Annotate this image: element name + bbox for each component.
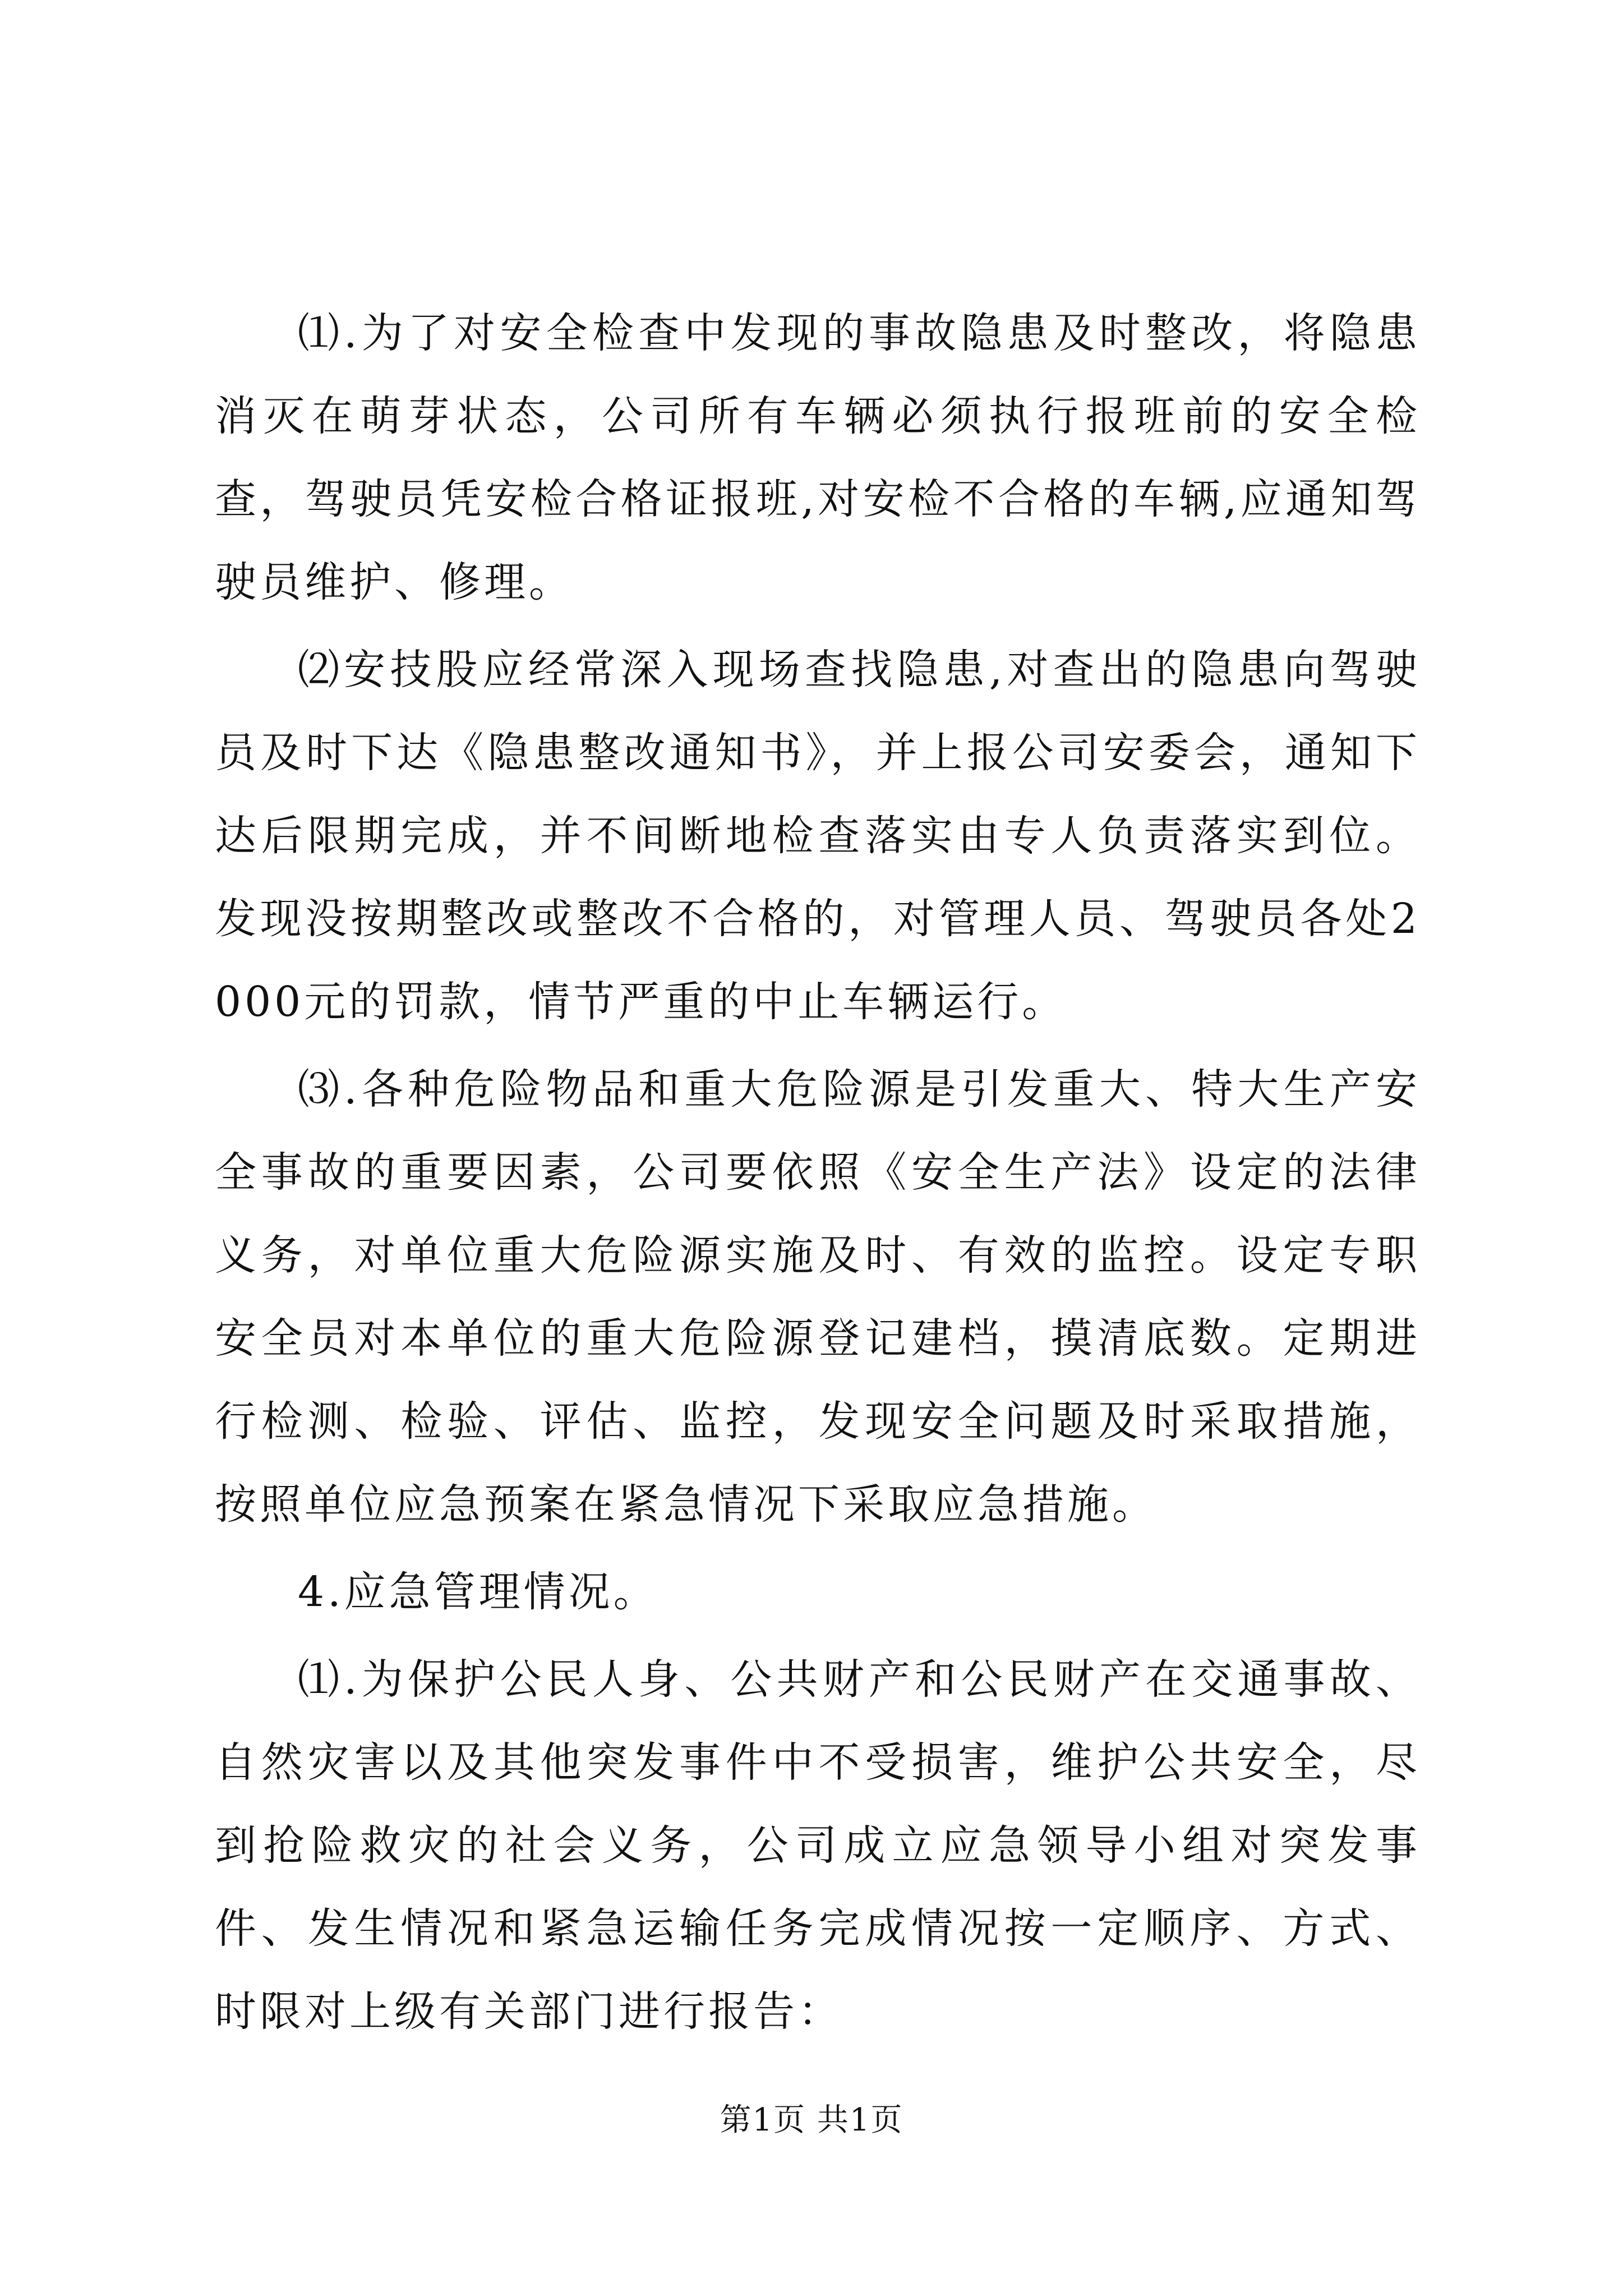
paragraph-4: ⑴.为保护公民人身、公共财产和公民财产在交通事故、自然灾害以及其他突发事件中不受损害，维护公共安全，尽到抢险救灾的社会义务，公司成立应急领导小组对突发事件、发生情况和紧急运输任务完成情况按一定顺序、方式、时限对上级有关部门进行报告： (215, 1655, 1421, 2036)
section-heading: 4.应急管理情况。 (298, 1568, 658, 1616)
document-body (215, 292, 1421, 2058)
page-footer: 第1页 共1页 (720, 2102, 903, 2138)
paragraph-3: ⑶.各种危险物品和重大危险源是引发重大、特大生产安全事故的重要因素，公司要依照《安全生产法》设定的法律义务，对单位重大危险源实施及时、有效的监控。设定专职安全员对本单位的重大危险源登记建档，摸清底数。定期进行检测、检验、评估、监控，发现安全问题及时采取措施，按照单位应急预案在紧急情况下采取应急措施。 (215, 1065, 1421, 1529)
paragraph-1: ⑴.为了对安全检查中发现的事故隐患及时整改，将隐患消灭在萌芽状态，公司所有车辆必须执行报班前的安全检查，驾驶员凭安检合格证报班,对安检不合格的车辆,应通知驾驶员维护、修理。 (215, 309, 1421, 606)
paragraph-2: ⑵安技股应经常深入现场查找隐患,对查出的隐患向驾驶员及时下达《隐患整改通知书》，并上报公司安委会，通知下达后限期完成，并不间断地检查落实由专人负责落实到位。发现没按期整改或整改不合格的，对管理人员、驾驶员各处2000元的罚款，情节严重的中止车辆运行。 (215, 646, 1421, 1026)
